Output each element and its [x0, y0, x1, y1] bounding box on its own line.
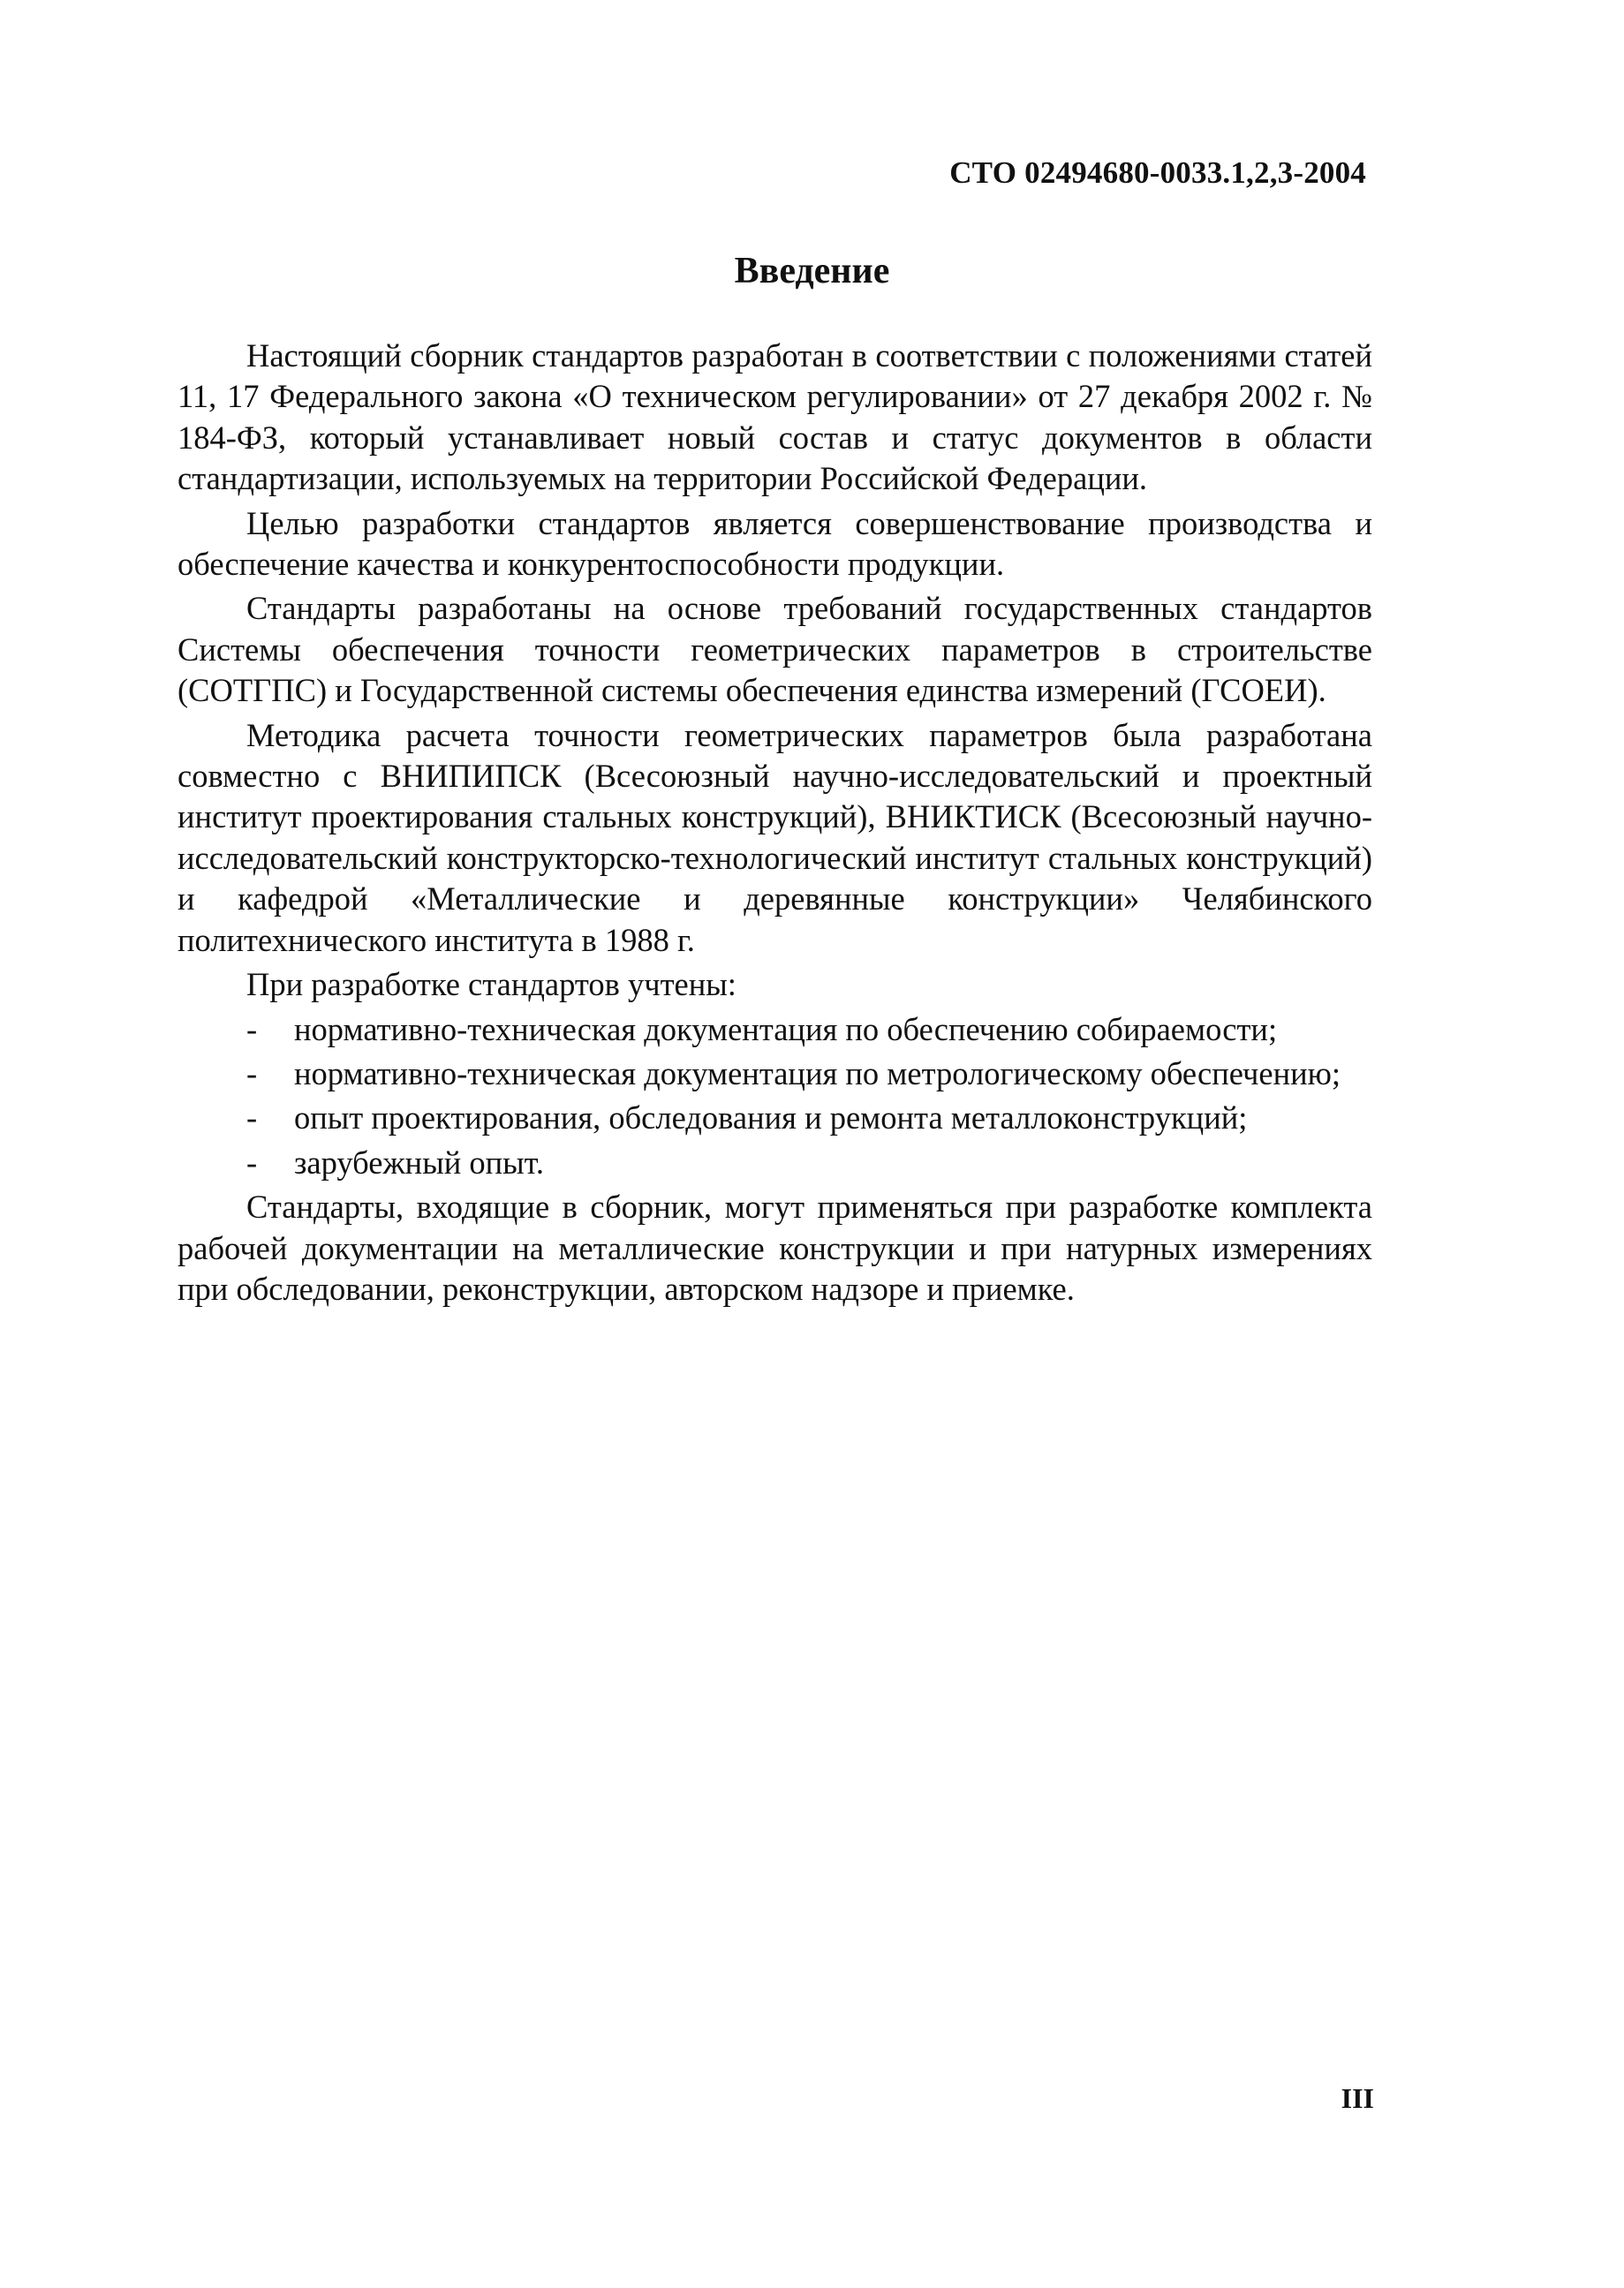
list-item [178, 1053, 1372, 1094]
body-text [178, 336, 1372, 1313]
paragraph-methodology: Методика расчета точности геометрических параметров была разработана совместно с ВНИПИПСК (Всесоюзный научно-исследовательский и проектный институт проектирования стальных конструкций), ВНИКТИСК (Всесоюзный научно-исследовательский конструкторско-технологический институт стальных конструкций) и кафедрой «Металлические и деревянные конструкции» Челябинского политехнического института в 1988 г. [178, 716, 1372, 958]
paragraph-goal: Целью разработки стандартов является совершенствование производства и обеспечение качества и конкурентоспособности продукции. [178, 504, 1372, 583]
paragraph-application: Стандарты, входящие в сборник, могут применяться при разработке комплекта рабочей документации на металлические конструкции и при натурных измерениях при обследовании, реконструкции, авторском надзоре и приемке. [178, 1189, 1372, 1307]
list-item-text: зарубежный опыт. [294, 1144, 545, 1181]
list-item [178, 1009, 1372, 1050]
paragraph-list-intro: При разработке стандартов учтены: [246, 966, 736, 1003]
page-title: Введение [734, 251, 890, 291]
list-item [178, 1143, 1372, 1183]
paragraph-basis: Стандарты разработаны на основе требований государственных стандартов Системы обеспечения точности геометрических параметров в строительстве (СОТГПС) и Государственной системы обеспечения единства измерений (ГСОЕИ). [178, 590, 1372, 709]
list-item-text: нормативно-техническая документация по обеспечению собираемости; [294, 1010, 1278, 1047]
list-marker: - [246, 1054, 258, 1091]
list-item-text: нормативно-техническая документация по метрологическому обеспечению; [294, 1054, 1341, 1091]
page-number: III [1341, 2082, 1374, 2114]
paragraph-purpose: Настоящий сборник стандартов разработан в соответствии с положениями статей 11, 17 Федерального закона «О техническом регулировании» от 27 декабря 2002 г. № 184-ФЗ, который устанавливает новый состав и статус документов в области стандартизации, используемых на территории Российской Федерации. [178, 337, 1372, 497]
considered-list [178, 1009, 1372, 1184]
list-item [178, 1098, 1372, 1138]
list-item-text: опыт проектирования, обследования и ремонта металлоконструкций; [294, 1099, 1248, 1136]
list-marker: - [246, 1099, 258, 1136]
document-code: СТО 02494680-0033.1,2,3-2004 [949, 155, 1366, 190]
list-marker: - [246, 1010, 258, 1047]
list-marker: - [246, 1144, 258, 1181]
